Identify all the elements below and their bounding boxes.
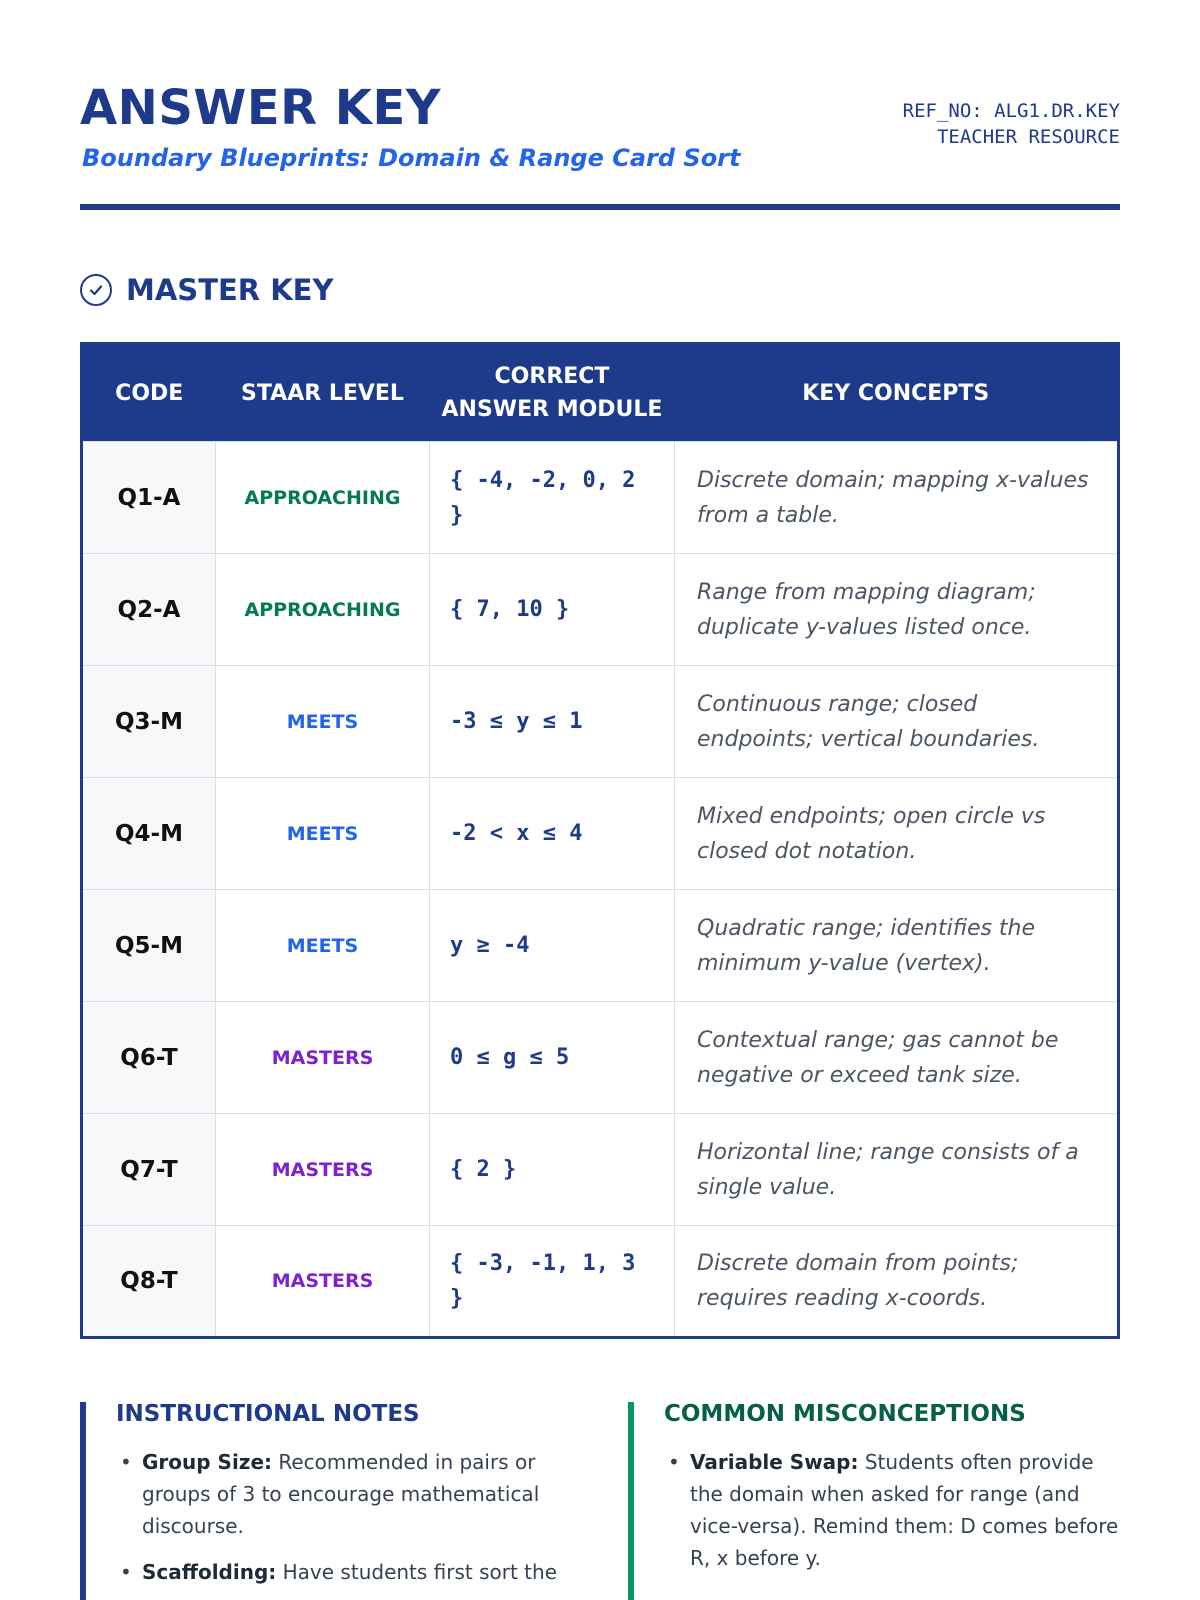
reference-block	[903, 98, 1120, 150]
note-label: Scaffolding:	[142, 1560, 277, 1584]
header-code: CODE	[115, 380, 184, 406]
table-row	[82, 1114, 1119, 1226]
row-level: APPROACHING	[216, 442, 430, 554]
table-row	[82, 554, 1119, 666]
row-code: Q2-A	[82, 554, 216, 666]
row-concept: Continuous range; closed endpoints; vertical boundaries.	[675, 666, 1119, 778]
row-code: Q7-T	[82, 1114, 216, 1226]
table-row	[82, 1226, 1119, 1338]
row-code: Q6-T	[82, 1002, 216, 1114]
row-answer: { -3, -1, 1, 3 }	[430, 1226, 675, 1338]
reference-number: REF_NO: ALG1.DR.KEY	[902, 100, 1120, 122]
instructional-notes-title: INSTRUCTIONAL NOTES	[116, 1401, 420, 1427]
row-level: APPROACHING	[216, 554, 430, 666]
row-answer: { 7, 10 }	[430, 554, 675, 666]
row-code: Q3-M	[82, 666, 216, 778]
table-header-row	[82, 344, 1119, 442]
row-concept: Discrete domain from points; requires reading x-coords.	[675, 1226, 1119, 1338]
instructional-notes-list	[116, 1446, 580, 1588]
row-answer: -2 < x ≤ 4	[430, 778, 675, 890]
row-code: Q5-M	[82, 890, 216, 1002]
master-key-table	[80, 342, 1120, 1339]
misconceptions-title: COMMON MISCONCEPTIONS	[664, 1401, 1026, 1427]
note-text: Recommended in pairs or groups of 3 to encourage mathematical discourse.	[142, 1450, 540, 1538]
row-concept: Quadratic range; identifies the minimum y-value (vertex).	[675, 890, 1119, 1002]
header-correct-answer	[430, 344, 675, 442]
row-concept: Horizontal line; range consists of a single value.	[675, 1114, 1119, 1226]
row-answer: y ≥ -4	[430, 890, 675, 1002]
answer-key-page	[80, 0, 1120, 1600]
header-staar-level: STAAR LEVEL	[241, 380, 404, 406]
row-level: MASTERS	[216, 1002, 430, 1114]
table-row	[82, 1002, 1119, 1114]
row-code: Q8-T	[82, 1226, 216, 1338]
row-level: MASTERS	[216, 1226, 430, 1338]
row-concept: Mixed endpoints; open circle vs closed dot notation.	[675, 778, 1119, 890]
page-title: ANSWER KEY	[80, 80, 442, 136]
misconception-text: Students often provide the domain when asked for range (and vice-versa). Remind them: D comes before R, x before y.	[690, 1450, 1119, 1570]
list-item	[116, 1556, 580, 1588]
row-level: MASTERS	[216, 1114, 430, 1226]
note-text: Have students first sort the	[276, 1560, 558, 1584]
row-code: Q1-A	[82, 442, 216, 554]
row-answer: 0 ≤ g ≤ 5	[430, 1002, 675, 1114]
table-row	[82, 442, 1119, 554]
misconception-label: Variable Swap:	[690, 1450, 859, 1474]
header-correct-answer-line1: CORRECT	[494, 364, 610, 389]
check-circle-icon	[80, 274, 112, 306]
row-level: MEETS	[216, 778, 430, 890]
row-code: Q4-M	[82, 778, 216, 890]
misconceptions-list	[664, 1446, 1128, 1574]
page-header	[80, 78, 1120, 210]
header-key-concepts: KEY CONCEPTS	[802, 380, 990, 406]
list-item	[664, 1446, 1128, 1574]
table-row	[82, 666, 1119, 778]
resource-label: TEACHER RESOURCE	[936, 126, 1120, 148]
section-title: MASTER KEY	[126, 273, 334, 307]
misconceptions-panel	[628, 1402, 1128, 1600]
instructional-notes-panel	[80, 1402, 580, 1600]
row-level: MEETS	[216, 666, 430, 778]
list-item	[116, 1446, 580, 1542]
row-answer: { -4, -2, 0, 2 }	[430, 442, 675, 554]
row-answer: -3 ≤ y ≤ 1	[430, 666, 675, 778]
table-row	[82, 778, 1119, 890]
page-subtitle: Boundary Blueprints: Domain & Range Card Sort	[82, 144, 741, 172]
row-level: MEETS	[216, 890, 430, 1002]
header-correct-answer-line2: ANSWER MODULE	[441, 397, 663, 422]
row-concept: Range from mapping diagram; duplicate y-values listed once.	[675, 554, 1119, 666]
row-answer: { 2 }	[430, 1114, 675, 1226]
note-label: Group Size:	[142, 1450, 272, 1474]
table-row	[82, 890, 1119, 1002]
row-concept: Contextual range; gas cannot be negative or exceed tank size.	[675, 1002, 1119, 1114]
row-concept: Discrete domain; mapping x-values from a table.	[675, 442, 1119, 554]
master-key-heading	[80, 270, 334, 310]
